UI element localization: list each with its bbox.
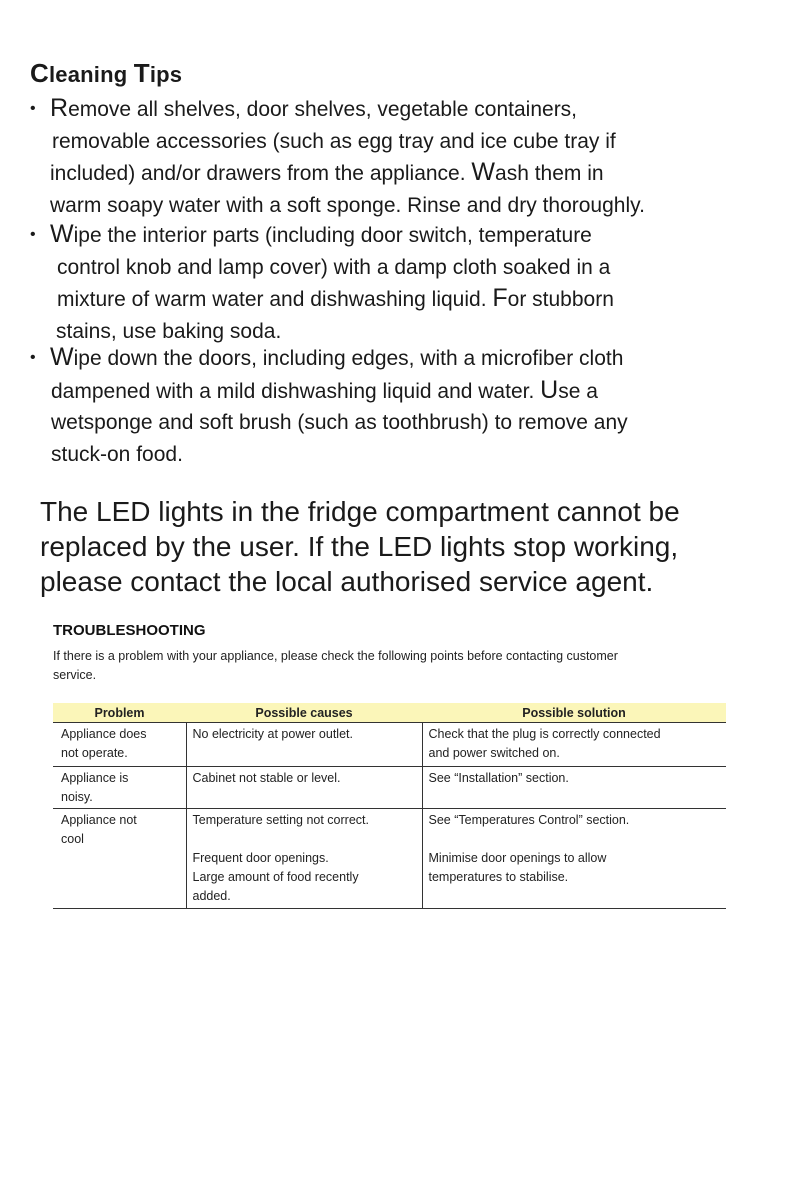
tip2-text-3: mixture of warm water and dishwashing liquid.	[57, 288, 493, 311]
solution-text: Minimise door openings to allow	[428, 851, 607, 865]
tip2-text-3b: or stubborn	[507, 288, 614, 311]
cell-solution	[422, 723, 726, 767]
cause-text: Frequent door openings.	[192, 851, 329, 865]
troubleshooting-table	[53, 703, 726, 909]
problem-text: Appliance does	[61, 727, 147, 741]
tip2-text-1: ipe the interior parts (including door switch, temperature	[73, 224, 592, 247]
title-part-2: ips	[149, 62, 183, 87]
title-part-1: leaning	[48, 62, 134, 87]
cause-text: Large amount of food recently	[192, 870, 359, 884]
intro-line-1: If there is a problem with your appliance, please check the following points before contacting customer	[53, 649, 618, 663]
cell-solution	[422, 767, 726, 809]
bullet-icon: •	[30, 100, 36, 117]
solution-text: and power switched on.	[428, 746, 560, 760]
tip1-line-4: warm soapy water with a soft sponge. Rinse and dry thoroughly.	[50, 193, 645, 217]
tip1-line-2: removable accessories (such as egg tray and ice cube tray if	[52, 129, 616, 153]
cell-problem	[53, 809, 186, 909]
solution-text: Check that the plug is correctly connected	[428, 727, 661, 741]
problem-text: Appliance not	[61, 813, 137, 827]
cell-solution	[422, 809, 726, 909]
tip2-initial-f: F	[492, 284, 508, 312]
header-problem: Problem	[53, 704, 186, 723]
tip3-text-2b: se a	[558, 379, 598, 403]
cleaning-tip-3	[30, 342, 628, 470]
table-row	[53, 767, 726, 809]
table-header-row	[53, 704, 726, 723]
tip3-line-1	[30, 342, 628, 375]
title-initial-t: T	[133, 58, 150, 88]
cell-cause	[186, 767, 422, 809]
cause-text: Cabinet not stable or level.	[192, 771, 341, 785]
troubleshooting-intro	[53, 647, 743, 685]
tip3-line-2	[30, 375, 628, 408]
table-row	[53, 809, 726, 909]
led-notice-line-2: replaced by the user. If the LED lights stop working,	[40, 531, 679, 562]
led-notice-line-3: please contact the local authorised service agent.	[40, 566, 654, 597]
led-notice	[40, 494, 680, 599]
troubleshooting-title: TROUBLESHOOTING	[53, 622, 206, 639]
cause-text: Temperature setting not correct.	[192, 813, 369, 827]
tip3-line-3: wetsponge and soft brush (such as toothbrush) to remove any	[51, 411, 628, 434]
cause-text: added.	[192, 889, 231, 903]
cause-text: No electricity at power outlet.	[192, 727, 353, 741]
tip2-line-3	[30, 283, 614, 316]
problem-text: cool	[61, 832, 84, 846]
bullet-icon: •	[30, 226, 36, 243]
tip1-line-1	[30, 93, 645, 126]
tip1-text-1: emove all shelves, door shelves, vegetable containers,	[68, 98, 578, 121]
tip2-line-4: stains, use baking soda.	[56, 319, 282, 343]
spacer	[193, 830, 416, 849]
cleaning-tip-2	[30, 219, 614, 347]
tip3-text-2: dampened with a mild dishwashing liquid and water.	[51, 379, 541, 403]
cleaning-tip-1	[30, 93, 645, 221]
tip2-line-1	[30, 219, 614, 252]
tip3-line-4: stuck-on food.	[51, 442, 183, 466]
problem-text: Appliance is	[61, 771, 129, 785]
tip2-initial: W	[50, 220, 74, 248]
tip3-text-1: ipe down the doors, including edges, with a microfiber cloth	[73, 347, 624, 370]
header-solution: Possible solution	[422, 704, 726, 723]
cell-problem	[53, 723, 186, 767]
tip1-initial-w: W	[471, 158, 496, 186]
title-initial-c: C	[30, 58, 49, 88]
bullet-icon: •	[30, 349, 36, 366]
header-causes: Possible causes	[186, 704, 422, 723]
solution-text: See “Installation” section.	[428, 771, 569, 785]
problem-text: not operate.	[61, 746, 128, 760]
cell-cause	[186, 809, 422, 909]
led-notice-line-1: The LED lights in the fridge compartment cannot be	[40, 496, 680, 527]
table-row	[53, 723, 726, 767]
cell-cause	[186, 723, 422, 767]
tip1-line-3	[30, 157, 645, 190]
solution-text: See “Temperatures Control” section.	[428, 813, 630, 827]
problem-text: noisy.	[61, 790, 93, 804]
spacer	[429, 830, 721, 849]
intro-line-2: service.	[53, 668, 97, 682]
tip3-initial-u: U	[540, 375, 559, 404]
solution-text: temperatures to stabilise.	[428, 870, 569, 884]
tip1-initial: R	[50, 94, 69, 122]
tip1-text-3: included) and/or drawers from the appliance.	[50, 162, 472, 185]
tip1-text-3b: ash them in	[495, 162, 604, 185]
tip2-line-2: control knob and lamp cover) with a damp cloth soaked in a	[57, 255, 611, 279]
cleaning-tips-title	[30, 58, 182, 89]
cell-problem	[53, 767, 186, 809]
tip3-initial: W	[50, 343, 74, 371]
